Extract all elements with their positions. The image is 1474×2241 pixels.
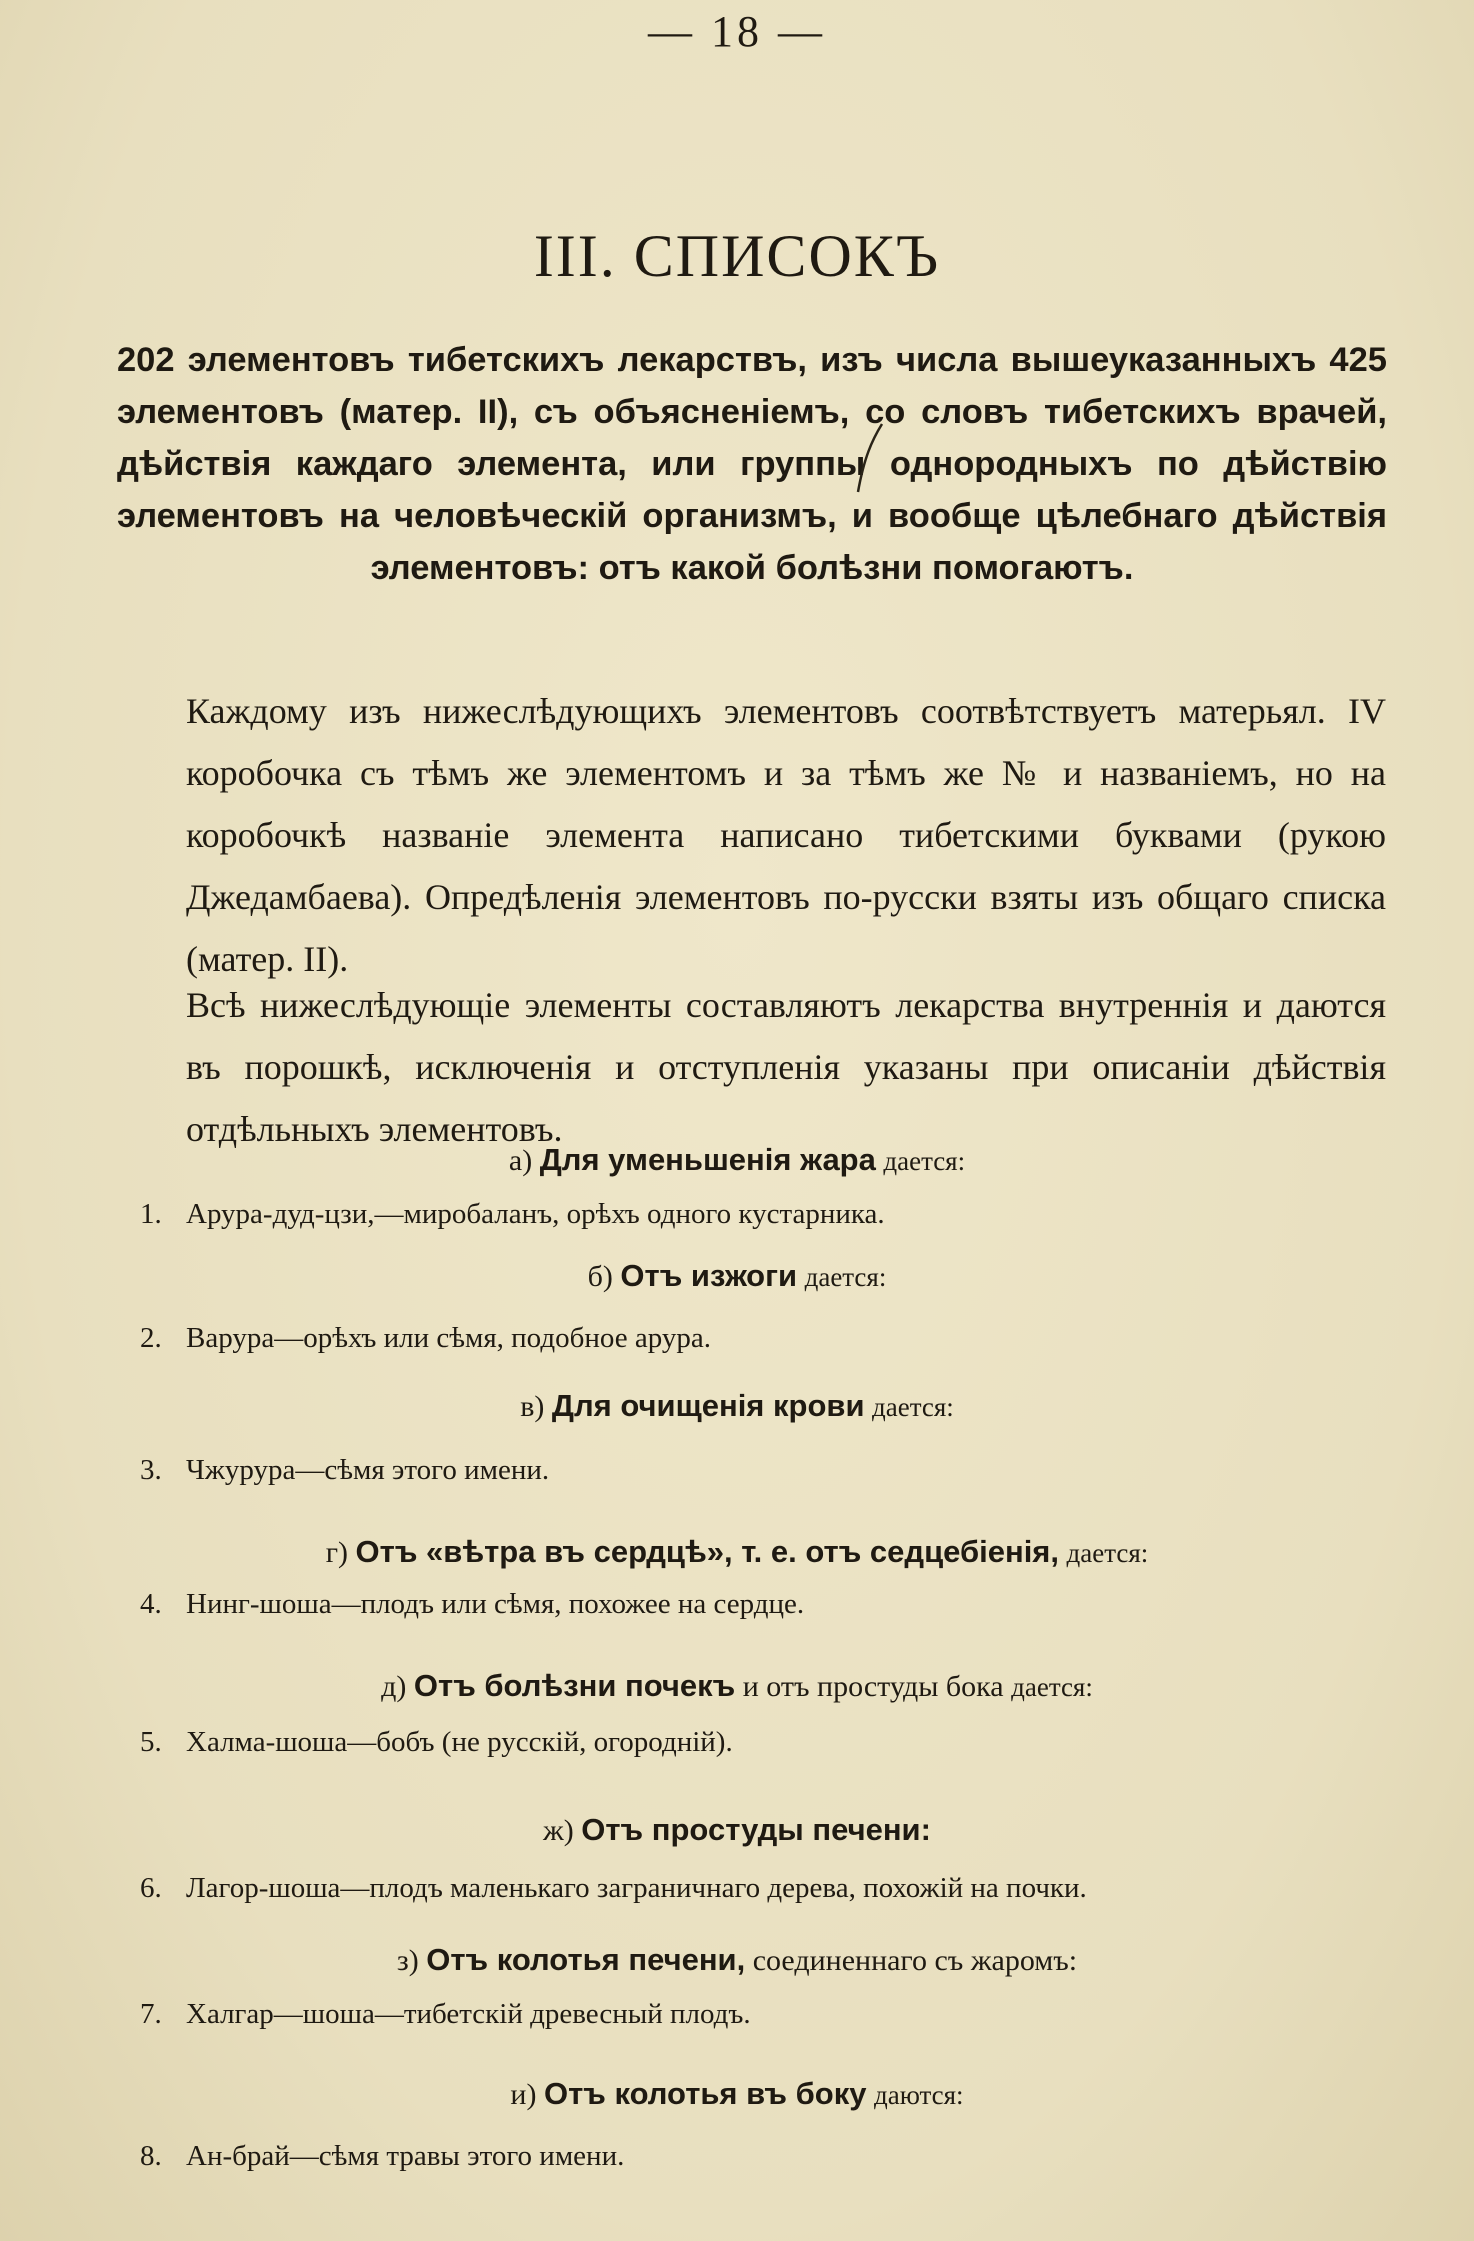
item-text: Арура-дуд-цзи,—миробаланъ, орѣхъ одного кустарника. [186, 1198, 885, 1230]
item-number: 4. [140, 1588, 162, 1620]
group-prefix: з) [396, 1944, 419, 1977]
group-heading-bold: Отъ изжоги [620, 1258, 798, 1293]
item-number: 8. [140, 2140, 162, 2172]
group-heading-bold: Отъ колотья печени, [426, 1942, 746, 1977]
group-heading [0, 1142, 1474, 1178]
group-heading-plain: соединеннаго съ жаромъ: [752, 1944, 1078, 1977]
item-text: Лагор-шоша—плодъ маленькаго заграничнаго дерева, похожій на почки. [186, 1872, 1087, 1904]
list-item [140, 1198, 1400, 1231]
list-item [140, 1454, 1400, 1487]
intro-paragraph: Всѣ нижеслѣдующіе элементы составляютъ лекарства внутреннія и даются въ порошкѣ, исключенія и отступленія указаны при описаніи дѣйствія отдѣльныхъ элементовъ. [186, 985, 1386, 1149]
group-prefix: б) [587, 1260, 613, 1293]
group-heading [0, 2076, 1474, 2112]
group-heading [0, 1388, 1474, 1424]
group-heading-light: дается: [883, 1146, 966, 1176]
group-heading-bold: Отъ колотья въ боку [543, 2076, 867, 2111]
handwritten-slash-mark [848, 418, 888, 498]
item-text: Ан-брай—сѣмя травы этого имени. [186, 2140, 625, 2172]
section-title: III. СПИСОКЪ [533, 223, 941, 289]
group-heading [0, 1668, 1474, 1704]
group-heading-light: дается: [804, 1262, 887, 1292]
list-item [140, 1726, 1400, 1759]
group-prefix: а) [508, 1144, 533, 1177]
group-prefix: ж) [543, 1814, 574, 1847]
list-item [140, 1872, 1400, 1905]
group-heading-plain: и отъ простуды бока [742, 1670, 1004, 1703]
item-number: 6. [140, 1872, 162, 1904]
item-number: 7. [140, 1998, 162, 2030]
group-heading-light: дается: [1011, 1672, 1093, 1702]
item-number: 5. [140, 1726, 162, 1758]
item-text: Чжурура—сѣмя этого имени. [186, 1454, 550, 1486]
item-number: 2. [140, 1322, 162, 1354]
list-item [140, 1322, 1400, 1355]
item-number: 3. [140, 1454, 162, 1486]
group-heading [0, 1258, 1474, 1294]
item-text: Варура—орѣхъ или сѣмя, подобное арура. [186, 1322, 711, 1354]
group-prefix: в) [520, 1390, 545, 1423]
list-item [140, 1588, 1400, 1621]
item-number: 1. [140, 1198, 162, 1230]
item-text: Нинг-шоша—плодъ или сѣмя, похожее на сердце. [186, 1588, 805, 1620]
group-heading [0, 1812, 1474, 1848]
group-heading-bold: Отъ болѣзни почекъ [413, 1668, 736, 1703]
page-number: — 18 — [648, 7, 826, 56]
group-prefix: д) [381, 1670, 407, 1703]
item-text: Халгар—шоша—тибетскій древесный плодъ. [186, 1998, 751, 2030]
group-heading-light: дается: [872, 1392, 954, 1422]
group-heading [0, 1534, 1474, 1570]
group-heading-light: дается: [1066, 1538, 1149, 1568]
group-heading-light: даются: [873, 2080, 964, 2110]
list-item [140, 2140, 1400, 2173]
group-heading-bold: Отъ «вѣтра въ сердцѣ», т. е. отъ седцебіенія, [355, 1534, 1060, 1569]
group-heading-bold: Для уменьшенія жара [539, 1142, 876, 1177]
group-prefix: г) [325, 1536, 349, 1569]
list-item [140, 1998, 1400, 2031]
group-heading [0, 1942, 1474, 1978]
item-text: Халма-шоша—бобъ (не русскій, огородній). [186, 1726, 733, 1758]
intro-paragraph: Каждому изъ нижеслѣдующихъ элементовъ соотвѣтствуетъ матерьял. IV коробочка съ тѣмъ же элементомъ и за тѣмъ же № и названіемъ, но на коробочкѣ названіе элемента написано тибетскими буквами (рукою Джедамбаева). Опредѣленія элементовъ по-русски взяты изъ общаго списка (матер. II). [186, 691, 1386, 979]
group-prefix: и) [510, 2078, 537, 2111]
section-subtitle: 202 элементовъ тибетскихъ лекарствъ, изъ числа вышеуказанныхъ 425 элементовъ (матер. II), съ объясненіемъ, со словъ тибетскихъ врачей, дѣйствія каждаго элемента, или группы однородныхъ по дѣйствію элементовъ на человѣческій организмъ, и вообще цѣлебнаго дѣйствія элементовъ: отъ какой болѣзни помогаютъ. [117, 341, 1387, 587]
group-heading-bold: Отъ простуды печени: [581, 1812, 931, 1847]
group-heading-bold: Для очищенія крови [551, 1388, 865, 1423]
